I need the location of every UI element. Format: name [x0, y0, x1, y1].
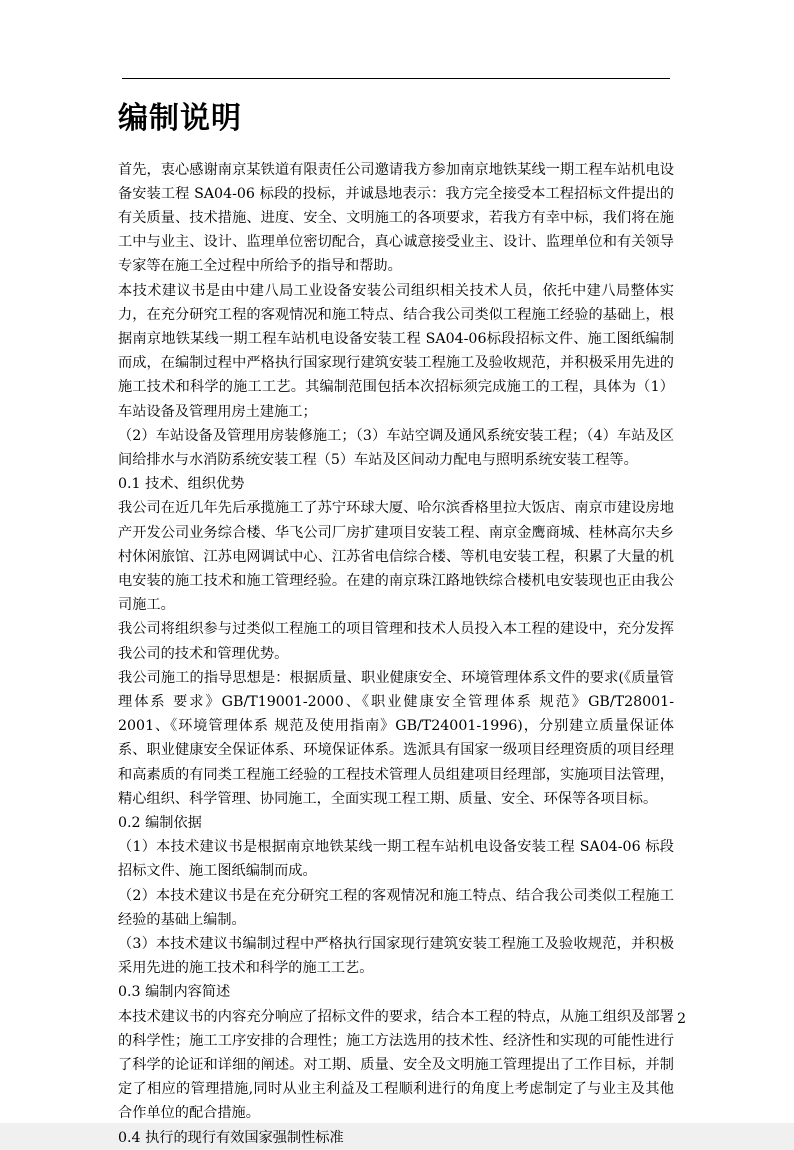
- paragraph: 本技术建议书是由中建八局工业设备安装公司组织相关技术人员，依托中建八局整体实力，在充分研究工程的客观情况和施工特点、结合我公司类似工程施工经验的基础上，根据南京地铁某线一期工程车站机电设备安装工程 SA04-06标段招标文件、施工图纸编制而成，在编制过程中严格执行国家现行建筑安装工程施工及验收规范，并积极采用先进的施工技术和科学的施工工艺。其编制范围包括本次招标须完成施工的工程，具体为（1）车站设备及管理用房土建施工；: [118, 282, 674, 420]
- paragraph: （3）本技术建议书编制过程中严格执行国家现行建筑安装工程施工及验收规范，并积极采用先进的施工技术和科学的施工工艺。: [118, 936, 674, 977]
- paragraph: 本技术建议书的内容充分响应了招标文件的要求，结合本工程的特点，从施工组织及部署的科学性；施工工序安排的合理性；施工方法选用的技术性、经济性和实现的可能性进行了科学的论证和详细的阐述。对工期、质量、安全及文明施工管理提出了工作目标，并制定了相应的管理措施,同时从业主利益及工程顺利进行的角度上考虑制定了与业主及其他合作单位的配合措施。: [118, 1008, 674, 1122]
- paragraph: （2）本技术建议书是在充分研究工程的客观情况和施工特点、结合我公司类似工程施工经验的基础上编制。: [118, 887, 674, 928]
- header-divider: [122, 78, 670, 79]
- paragraph: 首先，衷心感谢南京某铁道有限责任公司邀请我方参加南京地铁某线一期工程车站机电设备安装工程 SA04-06 标段的投标，并诚恳地表示：我方完全接受本工程招标文件提出的有关质量、技术措施、进度、安全、文明施工的各项要求，若我方有幸中标，我们将在施工中与业主、设计、监理单位密切配合，真心诚意接受业主、设计、监理单位和有关领导专家等在施工全过程中所给予的指导和帮助。: [118, 161, 674, 275]
- paragraph: （1）本技术建议书是根据南京地铁某线一期工程车站机电设备安装工程 SA04-06 标段招标文件、施工图纸编制而成。: [118, 839, 674, 880]
- paragraph: （2）车站设备及管理用房装修施工；（3）车站空调及通风系统安装工程；（4）车站及区间给排水与水消防系统安装工程（5）车站及区间动力配电与照明系统安装工程等。: [118, 427, 674, 468]
- section-heading: 0.3 编制内容简述: [118, 984, 231, 1001]
- document-body: [118, 100, 674, 1150]
- page-title: 编制说明: [118, 101, 242, 136]
- paragraph: 我公司施工的指导思想是：根据质量、职业健康安全、环境管理体系文件的要求(《质量管理体系 要求》GB/T19001-2000、《职业健康安全管理体系 规范》GB/T28001-2001、《环境管理体系 规范及使用指南》GB/T24001-1996)，分别建立质量保证体系、职业健康安全保证体系、环境保证体系。选派具有国家一级项目经理资质的项目经理和高素质的有同类工程施工经验的工程技术管理人员组建项目经理部，实施项目法管理，精心组织、科学管理、协同施工，全面实现工程工期、质量、安全、环保等各项目标。: [118, 669, 674, 807]
- paragraph: 我公司在近几年先后承揽施工了苏宁环球大厦、哈尔滨香格里拉大饭店、南京市建设房地产开发公司业务综合楼、华飞公司厂房扩建项目安装工程、南京金鹰商城、桂林高尔夫乡村休闲旅馆、江苏电网调试中心、江苏省电信综合楼、等机电安装工程，积累了大量的机电安装的施工技术和施工管理经验。在建的南京珠江路地铁综合楼机电安装现也正由我公司施工。: [118, 500, 674, 614]
- page-number: 2: [677, 1011, 686, 1027]
- paragraph: 我公司将组织参与过类似工程施工的项目管理和技术人员投入本工程的建设中，充分发挥我公司的技术和管理优势。: [118, 621, 674, 662]
- section-heading: 0.4 执行的现行有效国家强制性标准: [118, 1129, 344, 1146]
- section-heading: 0.1 技术、组织优势: [118, 476, 245, 493]
- section-heading: 0.2 编制依据: [118, 814, 202, 831]
